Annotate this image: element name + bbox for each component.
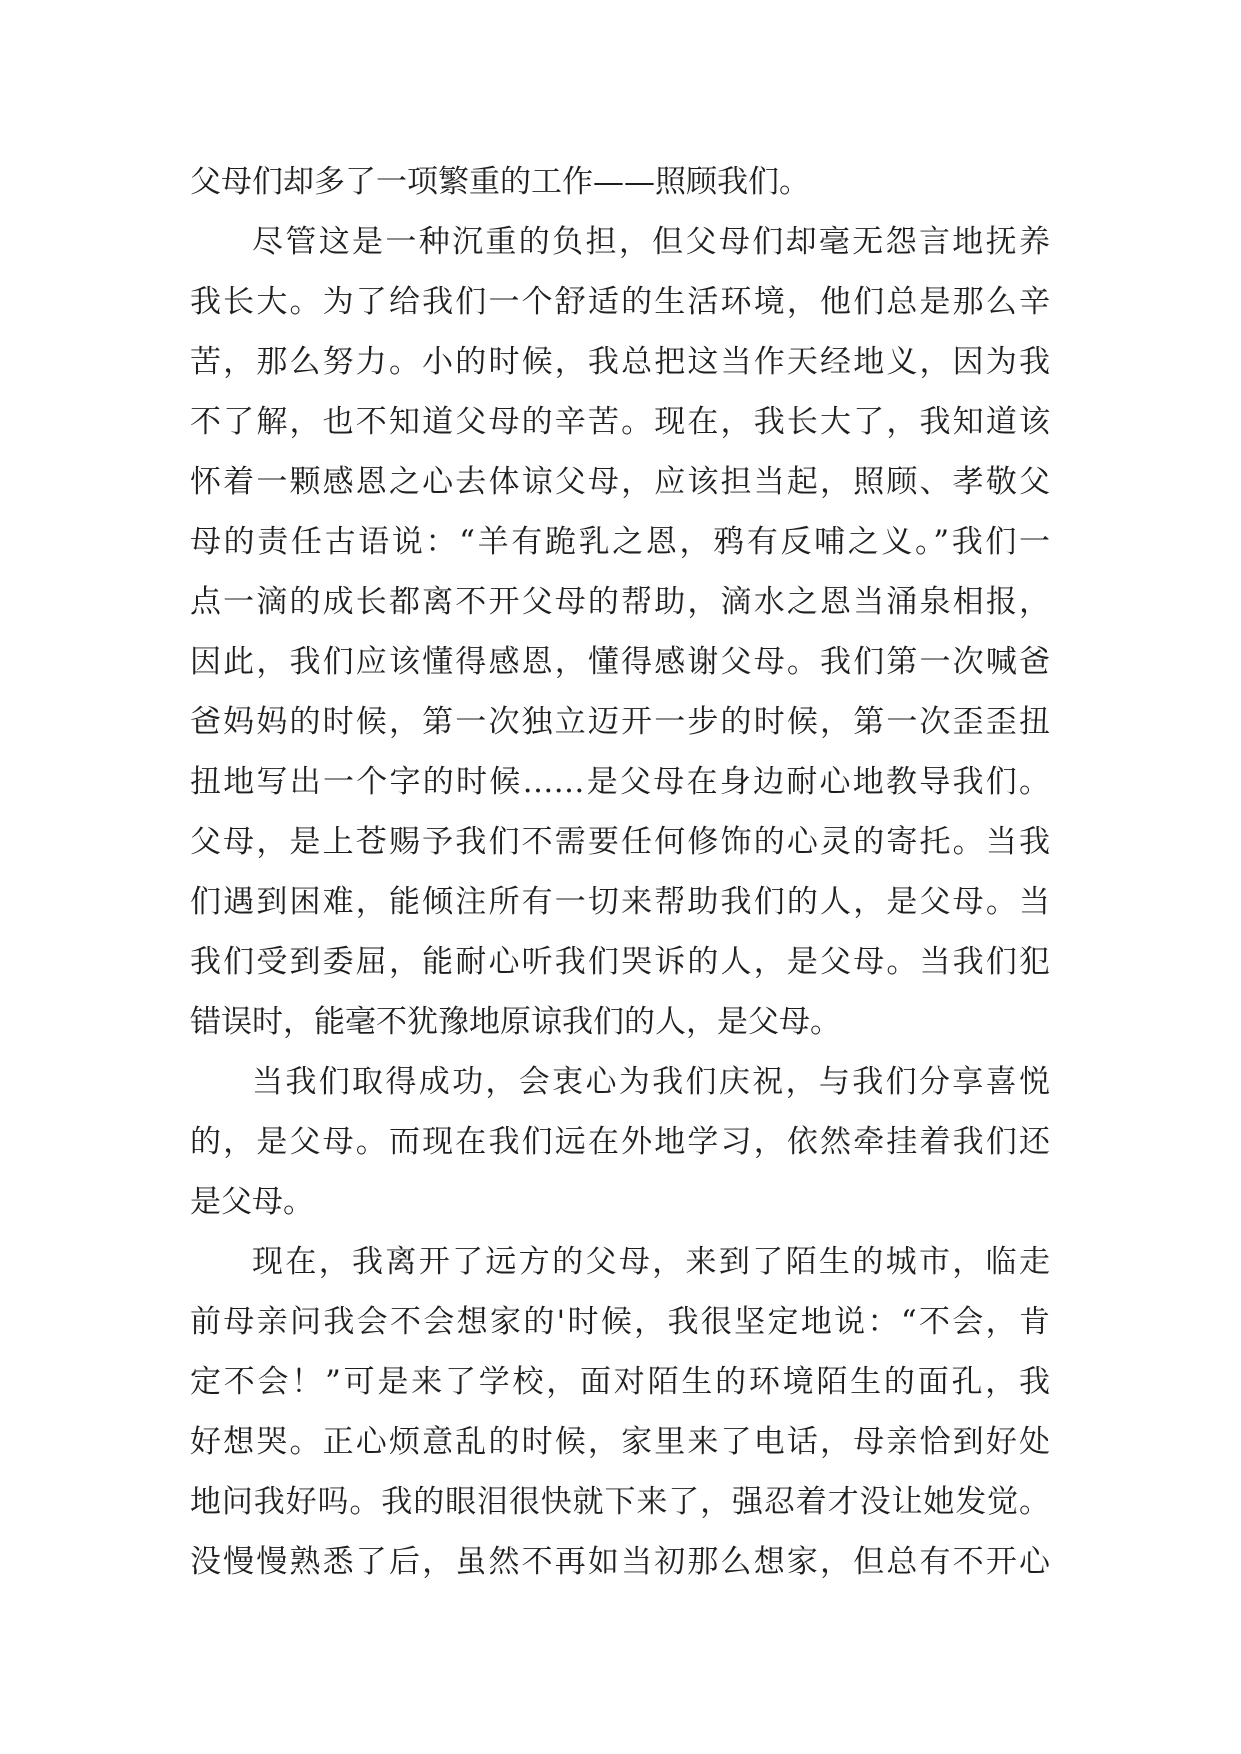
text-line: 爸妈妈的时候，第一次独立迈开一步的时候，第一次歪歪扭 bbox=[190, 704, 1050, 740]
text-line: 没慢慢熟悉了后，虽然不再如当初那么想家，但总有不开心 bbox=[190, 1544, 1050, 1580]
text-line: 前母亲问我会不会想家的'时候，我很坚定地说：“不会，肯 bbox=[190, 1304, 1050, 1340]
text-line: 是父母。 bbox=[190, 1184, 314, 1220]
text-line: 因此，我们应该懂得感恩，懂得感谢父母。我们第一次喊爸 bbox=[190, 644, 1050, 680]
text-line: 父母，是上苍赐予我们不需要任何修饰的心灵的寄托。当我 bbox=[190, 824, 1050, 860]
text-line: 定不会！”可是来了学校，面对陌生的环境陌生的面孔，我 bbox=[190, 1364, 1050, 1400]
text-line: 母的责任古语说：“羊有跪乳之恩，鸦有反哺之义。”我们一 bbox=[190, 524, 1050, 560]
text-line: 扭地写出一个字的时候……是父母在身边耐心地教导我们。 bbox=[190, 764, 1050, 800]
text-line: 不了解，也不知道父母的辛苦。现在，我长大了，我知道该 bbox=[190, 404, 1050, 440]
text-line: 我们受到委屈，能耐心听我们哭诉的人，是父母。当我们犯 bbox=[190, 944, 1050, 980]
text-line: 好想哭。正心烦意乱的时候，家里来了电话，母亲恰到好处 bbox=[190, 1424, 1050, 1460]
paragraph-first-line: 尽管这是一种沉重的负担，但父母们却毫无怨言地抚养 bbox=[252, 224, 1050, 260]
paragraph-first-line: 当我们取得成功，会衷心为我们庆祝，与我们分享喜悦 bbox=[252, 1064, 1050, 1100]
text-line: 苦，那么努力。小的时候，我总把这当作天经地义，因为我 bbox=[190, 344, 1050, 380]
text-line: 怀着一颗感恩之心去体谅父母，应该担当起，照顾、孝敬父 bbox=[190, 464, 1050, 500]
paragraph-first-line: 现在，我离开了远方的父母，来到了陌生的城市，临走 bbox=[252, 1244, 1050, 1280]
text-line: 错误时，能毫不犹豫地原谅我们的人，是父母。 bbox=[190, 1004, 841, 1040]
body-text bbox=[190, 152, 1050, 1592]
text-line: 我长大。为了给我们一个舒适的生活环境，他们总是那么辛 bbox=[190, 284, 1050, 320]
text-line: 们遇到困难，能倾注所有一切来帮助我们的人，是父母。当 bbox=[190, 884, 1050, 920]
text-line: 地问我好吗。我的眼泪很快就下来了，强忍着才没让她发觉。 bbox=[190, 1484, 1050, 1520]
text-line: 的，是父母。而现在我们远在外地学习，依然牵挂着我们还 bbox=[190, 1124, 1050, 1160]
text-line: 点一滴的成长都离不开父母的帮助，滴水之恩当涌泉相报， bbox=[190, 584, 1050, 620]
text-line: 父母们却多了一项繁重的工作——照顾我们。 bbox=[190, 164, 810, 200]
